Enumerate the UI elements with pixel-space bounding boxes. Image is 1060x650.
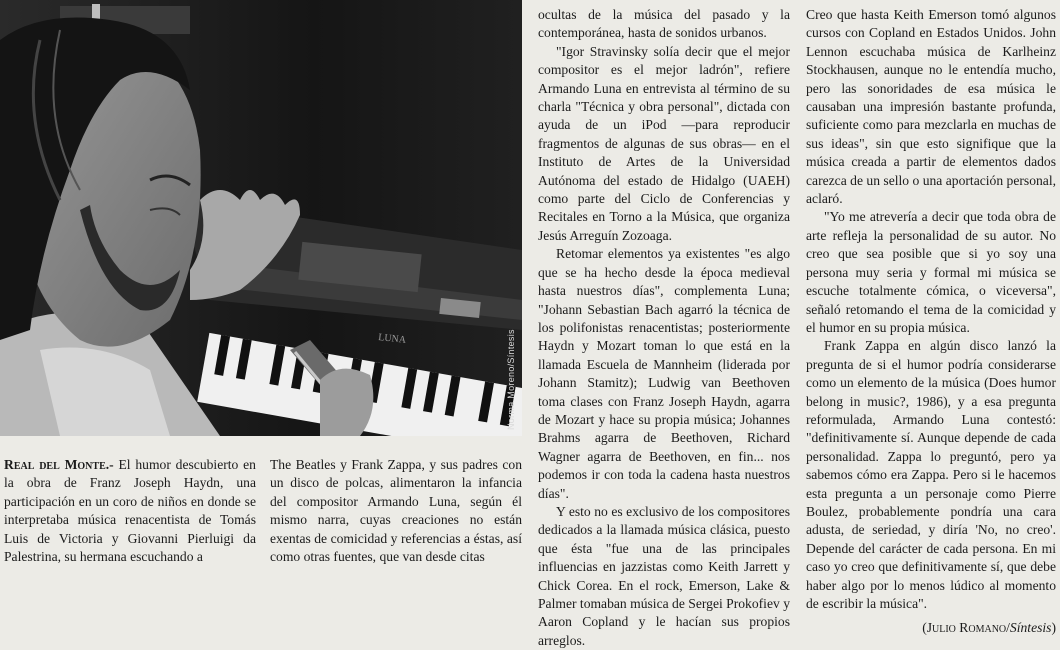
paragraph: "Yo me atrevería a decir que toda obra de arte refleja la personalidad de su autor. No creo que sea posible que si yo soy una persona muy seria y formal mi música se escuche totalmente cómica, o viceversa", señaló retomando el tema de la comicidad y el humor en su propia música. (806, 209, 1056, 335)
dateline: Real del Monte.- (4, 457, 114, 472)
publication-name: Síntesis (1009, 620, 1052, 636)
paragraph: Frank Zappa en algún disco lanzó la pregunta de si el humor podría considerarse como un elemento de la música (Does humor belong in music?, 1986), y a esa pregunta reformulada, Armando Luna contestó: "definitivamente sí. Aunque depende de cada personalidad. Zappa lo preguntó, pero ya sabemos cómo era Zappa. Pero si le hacemos esta pregunta a un personaje como Pierre Boulez, probablemente pondría una cara adusta, de seriedad, y diría 'No, no creo'. Depende del carácter de cada persona. En mi caso yo creo que definitivamente sí, que debe haber algo por lo menos lúdico al momento de escribir la música". (806, 338, 1056, 611)
piano-brand-label: LUNA (377, 332, 407, 346)
photo-composer-at-piano (0, 0, 522, 436)
article-photo (0, 0, 522, 436)
photo-credit: Norma Moreno/Síntesis (506, 329, 516, 430)
column-1-text: El humor descubierto en la obra de Franz Joseph Haydn, una participación en un coro de niños en donde se interpretaba música renacentista de Tomás Luis de Victoria y Giovanni Pierluigi da Palestrina, su hermana escuchando a (4, 457, 256, 565)
column-2-text: The Beatles y Frank Zappa, y sus padres con un disco de polcas, alimentaron la infancia del compositor Armando Luna, según él mismo narra, cuyas creaciones no están exentas de comicidad y referencias a éstas, así como otras fuentes, que van desde citas (270, 457, 522, 565)
author-name: Julio Romano (926, 620, 1007, 636)
paragraph: ocultas de la música del pasado y la contemporánea, hasta de sonidos urbanos. (538, 7, 790, 41)
paragraph: Retomar elementos ya existentes "es algo que se ha hecho desde la época medieval hasta nuestros días", complementa Luna; "Johann Sebastian Bach agarró la técnica de los polifonistas renacentistas; posteriormente Haydn y Mozart toman lo que está en la llamada Escuela de Mannheim (liderada por Johann Stamitz); Ludwig van Beethoven toma clases con Franz Joseph Haydn, agarra de Mozart y hace su propia música; Johannes Brahms agarra de Beethoven, Richard Wagner agarra de Beethoven, en fin... nos podemos ir con toda la cadena hasta nuestros días". (538, 246, 790, 501)
paragraph: Y esto no es exclusivo de los compositores dedicados a la llamada música clásica, puesto que ésta "fue una de las principales influencias en jazzistas como Keith Jarrett y Chick Corea. En el rock, Emerson, Lake & Palmer tomaban música de Sergei Prokofiev y Aaron Copland y le hacían sus propios arreglos. (538, 503, 790, 648)
paragraph: "Igor Stravinsky solía decir que el mejor compositor es el mejor ladrón", refiere Armando Luna en entrevista al término de su charla "Técnica y obra personal", dictada con ayuda de un iPod —para reproducir fragmentos de algunas de sus obras— en el Instituto de Artes de la Universidad Autónoma del estado de Hidalgo (UAEH) como parte del Ciclo de Conferencias y Recitales en Torno a la Música, que organiza Jesús Arreguín Zozoaga. (538, 43, 790, 243)
paragraph: Creo que hasta Keith Emerson tomó algunos cursos con Copland en Estados Unidos. John Lennon escuchaba música de Karlheinz Stockhausen, aunque no le entendía mucho, pero las sonoridades de esa música le causaban una impresión bastante profunda, suficiente como para mezclarla en muchas de sus ideas", sin que esto signifique que la música creada a partir de elementos dados carezca de un sello o una aportación personal, aclaró. (806, 7, 1056, 207)
byline: (Julio Romano/Síntesis) (922, 620, 1056, 636)
article-column-3 (538, 6, 790, 650)
article-column-4 (806, 6, 1056, 638)
